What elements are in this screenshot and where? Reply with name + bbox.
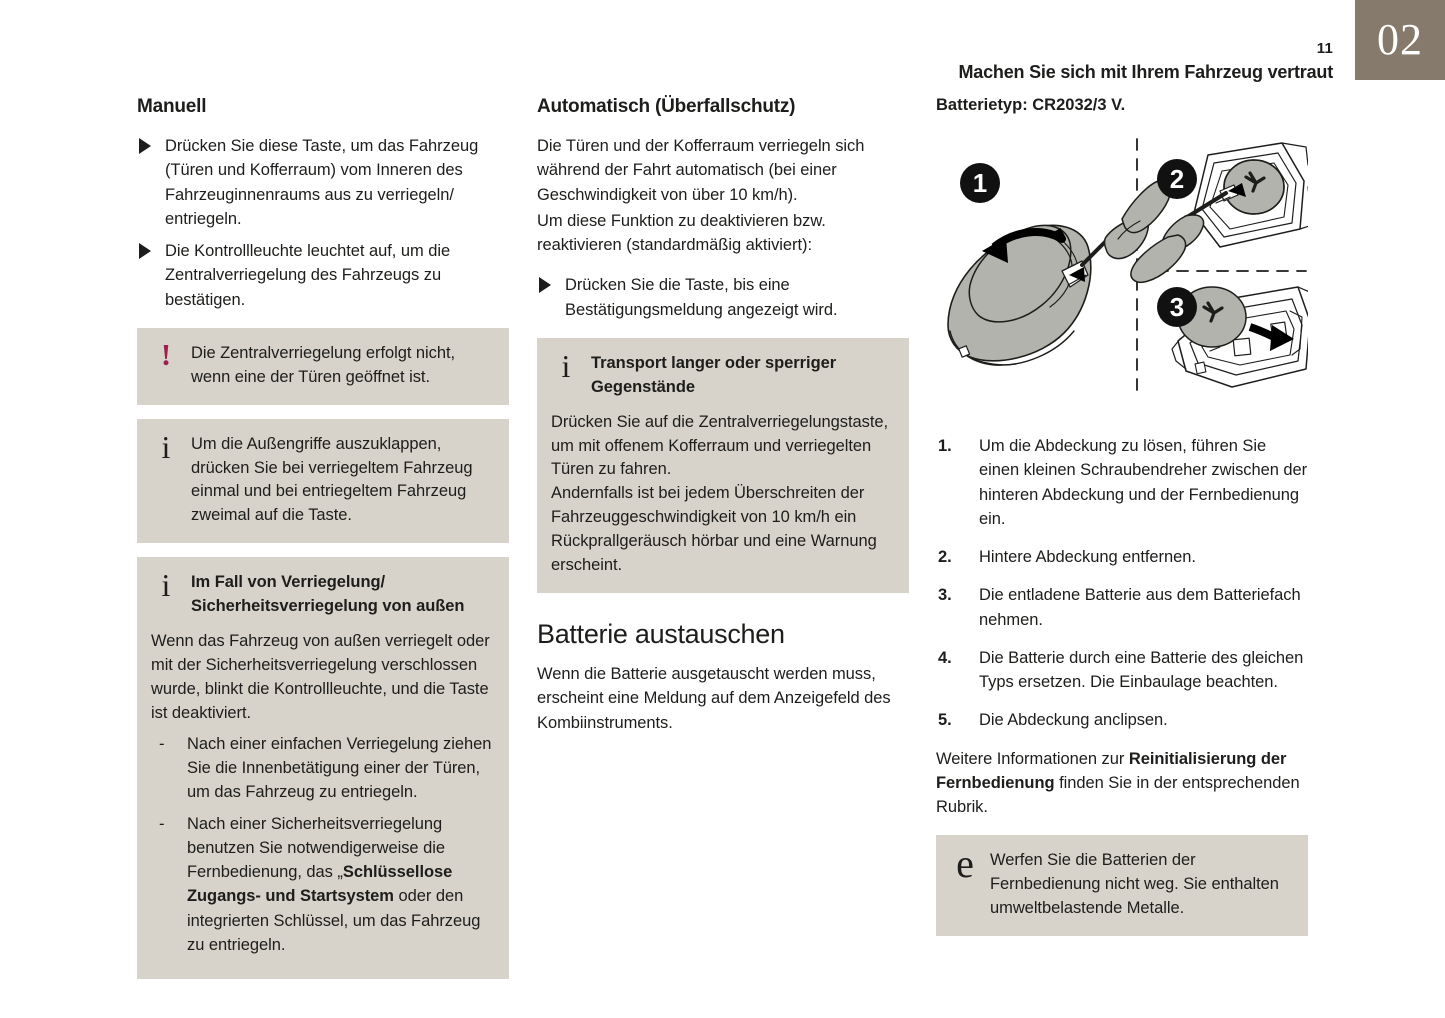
step-text: Die entladene Batterie aus dem Batteriefach nehmen.: [979, 586, 1301, 629]
step-number: 1.: [938, 437, 952, 455]
column-left: [137, 96, 509, 993]
list-item: [936, 545, 1308, 569]
paragraph-automatic-2: Um diese Funktion zu deaktivieren bzw. reaktivieren (standardmäßig aktiviert):: [537, 211, 826, 254]
paragraph-reinitialisation: Weitere Informationen zur Reinitialisierung der Fernbedienung finden Sie in der entsprechenden Rubrik.: [936, 749, 1300, 816]
paragraph-automatic-1: Die Türen und der Kofferraum verriegeln sich während der Fahrt automatisch (bei einer Geschwindigkeit von über 10 km/h).: [537, 137, 865, 204]
step-text: Hintere Abdeckung entfernen.: [979, 548, 1196, 566]
info-note-body-1: Drücken Sie auf die Zentralverriegelungstaste, um mit offenem Kofferraum und verriegelten Türen zu fahren.: [551, 412, 889, 479]
battery-type-label: Batterietyp: CR2032/3 V.: [936, 96, 1126, 114]
column-middle: [537, 96, 909, 737]
dash-bullet-icon: -: [159, 814, 165, 833]
step-number: 4.: [938, 648, 952, 667]
list-item: [936, 708, 1308, 732]
svg-text:2: 2: [1169, 164, 1185, 194]
info-i-icon: i: [161, 428, 171, 465]
key-fob-battery-replacement-diagram: [936, 135, 1308, 403]
bullet-text: Die Kontrollleuchte leuchtet auf, um die Zentralverriegelung des Fahrzeugs zu bestätigen.: [165, 242, 451, 309]
info-note-body-2: Andernfalls ist bei jedem Überschreiten der Fahrzeuggeschwindigkeit von 10 km/h ein Rückprallgeräusch hörbar und eine Warnung erscheint.: [551, 484, 877, 575]
dash-text: Nach einer einfachen Verriegelung ziehen Sie die Innenbetätigung einer der Türen, um das Fahrzeug zu entriegeln.: [187, 734, 492, 802]
info-note-text: Um die Außengriffe auszuklappen, drücken Sie bei verriegeltem Fahrzeug einmal und bei entriegeltem Fahrzeug zweimal auf die Taste.: [191, 434, 473, 525]
environment-note-text: Werfen Sie die Batterien der Fernbedienung nicht weg. Sie enthalten umweltbelastende Metalle.: [990, 851, 1279, 918]
step-text: Um die Abdeckung zu lösen, führen Sie einen kleinen Schraubendreher zwischen der hinteren Abdeckung und der Fernbedienung ein.: [979, 437, 1308, 528]
paragraph-battery: Wenn die Batterie ausgetauscht werden muss, erscheint eine Meldung auf dem Anzeigefeld des Kombiinstruments.: [537, 665, 891, 732]
bullet-text: Drücken Sie diese Taste, um das Fahrzeug (Türen und Kofferraum) vom Inneren des Fahrzeuginnenraums aus zu verriegeln/ entriegeln.: [165, 137, 479, 228]
list-item: [936, 434, 1308, 531]
info-i-icon: i: [161, 567, 171, 604]
column-right: [936, 96, 1308, 950]
list-item: [936, 583, 1308, 632]
section-heading-manuell: Manuell: [137, 96, 207, 117]
triangle-bullet-icon: [139, 138, 151, 154]
step-number: 2.: [938, 548, 952, 566]
warning-note-box: [137, 328, 509, 405]
page-header-title: Machen Sie sich mit Ihrem Fahrzeug vertraut: [958, 62, 1333, 82]
battery-steps-list: [936, 434, 1308, 733]
chapter-tab: [1355, 0, 1445, 80]
eco-e-icon: e: [956, 841, 974, 887]
info-note-title: Im Fall von Verriegelung/ Sicherheitsverriegelung von außen: [191, 573, 465, 616]
info-note-title: Transport langer oder sperriger Gegenstände: [591, 353, 837, 396]
list-item: [137, 239, 509, 312]
list-item: [137, 134, 509, 231]
info-note-box-handles: [137, 419, 509, 544]
svg-text:1: 1: [972, 168, 988, 198]
info-note-box-locking: [137, 557, 509, 979]
page-number: 11: [1316, 40, 1333, 57]
dash-bullet-icon: -: [159, 734, 165, 753]
list-item: [537, 273, 909, 322]
dash-text: Nach einer Sicherheitsverriegelung benutzen Sie notwendigerweise die Fernbedienung, das „Schlüssellose Zugangs- und Startsystem oder den integrierten Schlüssel, um das Fahrzeug zu entriegeln.: [187, 814, 481, 954]
step-number: 3.: [938, 586, 952, 605]
triangle-bullet-icon: [139, 243, 151, 259]
step-text: Die Batterie durch eine Batterie des gleichen Typs ersetzen. Die Einbaulage beachten.: [979, 648, 1304, 691]
step-number: 5.: [938, 711, 952, 730]
warning-note-text: Die Zentralverriegelung erfolgt nicht, wenn eine der Türen geöffnet ist.: [191, 343, 456, 386]
section-heading-batterie: Batterie austauschen: [537, 619, 785, 650]
section-heading-automatisch: Automatisch (Überfallschutz): [537, 96, 796, 117]
info-note-box-transport: [537, 338, 909, 593]
step-text: Die Abdeckung anclipsen.: [979, 711, 1168, 730]
info-note-dash-list: [151, 732, 495, 957]
environment-note-box: [936, 835, 1308, 936]
list-item: [151, 812, 495, 958]
chapter-number: 02: [1377, 15, 1423, 64]
list-item: [936, 646, 1308, 695]
list-item: [151, 732, 495, 805]
info-note-body: Wenn das Fahrzeug von außen verriegelt oder mit der Sicherheitsverriegelung verschlossen wurde, blinkt die Kontrollleuchte, und die Taste ist deaktiviert.: [151, 632, 490, 722]
bullet-text: Drücken Sie die Taste, bis eine Bestätigungsmeldung angezeigt wird.: [565, 276, 838, 319]
info-i-icon: i: [561, 347, 571, 384]
manuell-bullet-list: [137, 134, 509, 312]
exclamation-icon: !: [160, 336, 172, 372]
triangle-bullet-icon: [539, 277, 551, 293]
svg-text:3: 3: [1169, 292, 1185, 322]
automatisch-bullet-list: [537, 273, 909, 322]
